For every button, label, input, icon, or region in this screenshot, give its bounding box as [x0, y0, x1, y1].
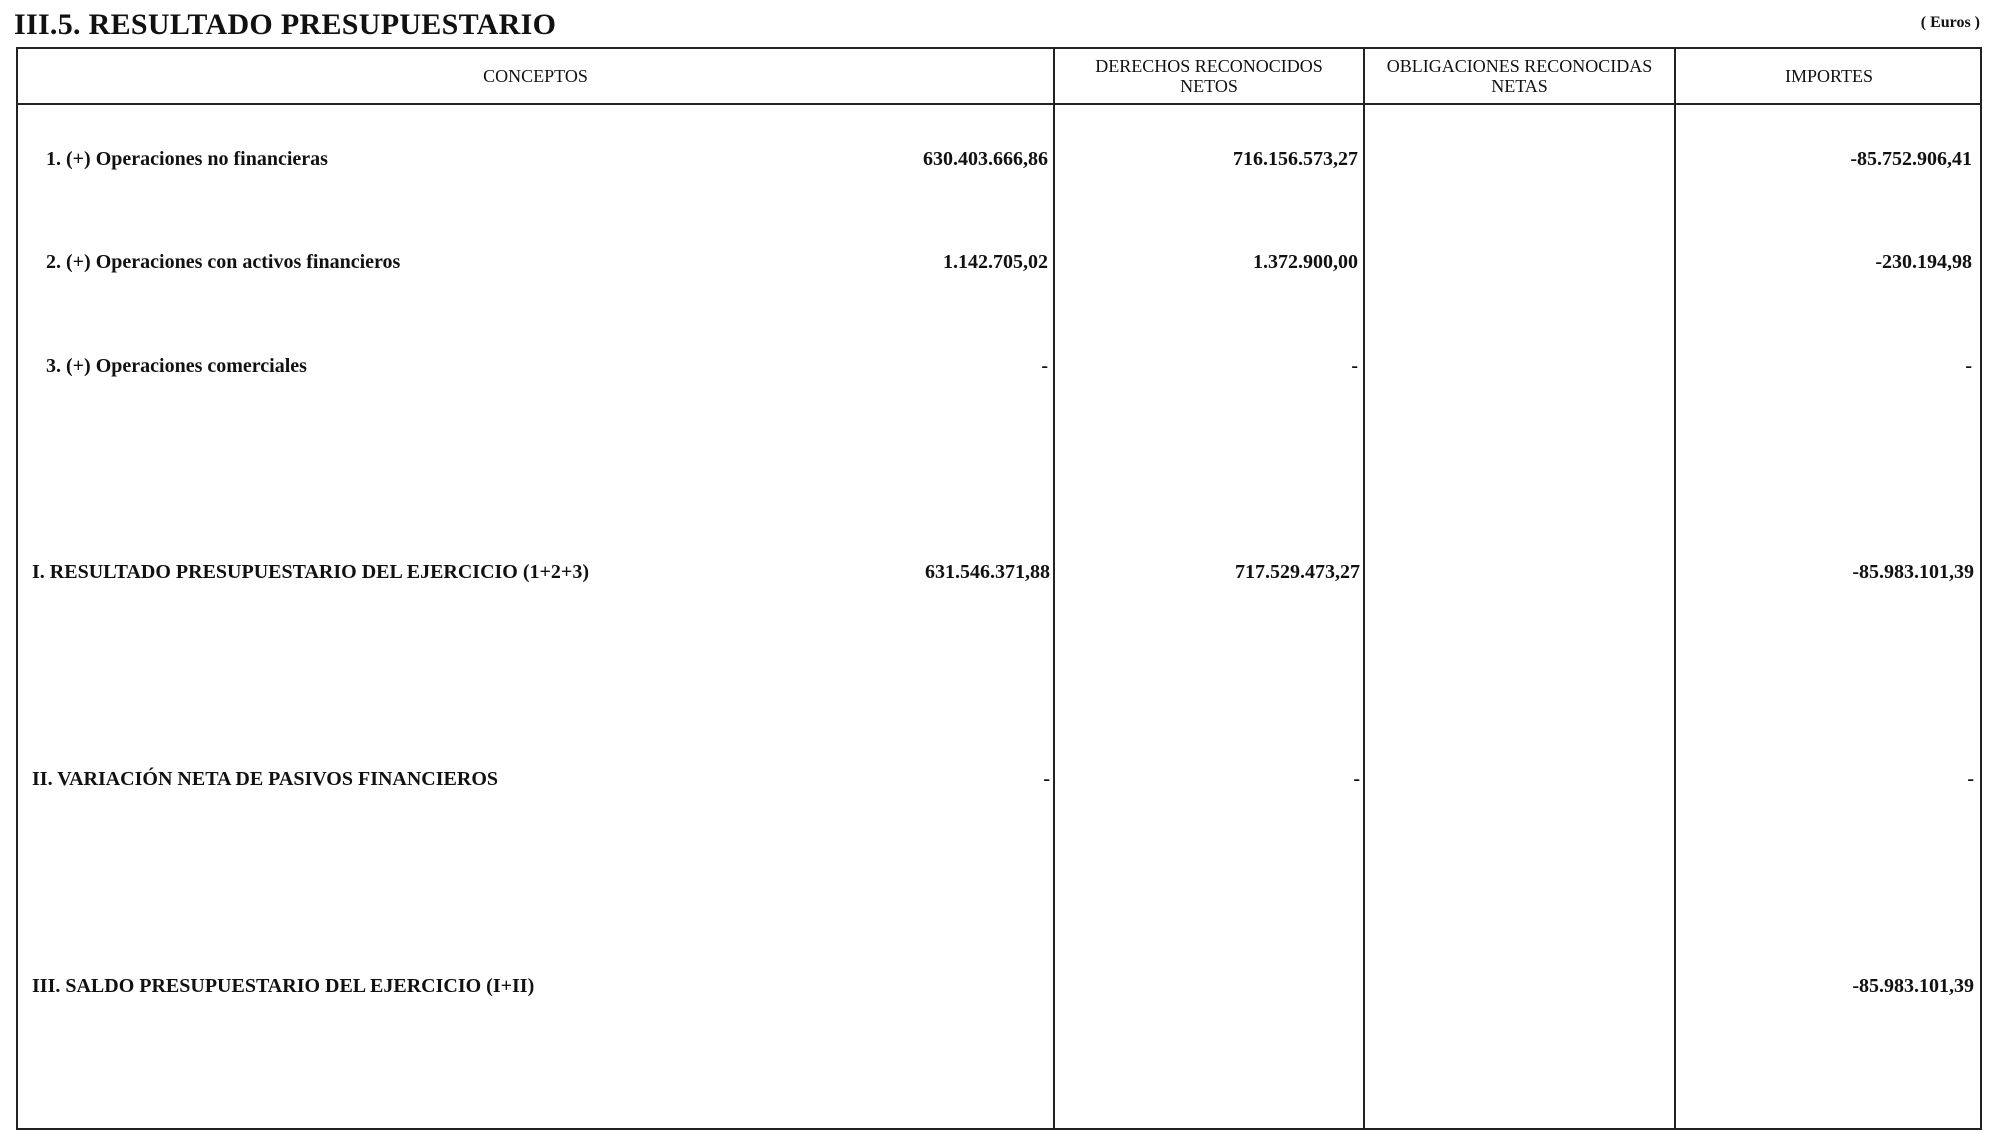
row-concepto: 2. (+) Operaciones con activos financieros: [46, 251, 401, 273]
row-obligaciones: 716.156.573,27: [1233, 148, 1358, 170]
table-row: [18, 351, 1980, 381]
table-row: [18, 764, 1980, 794]
table-header-row: [18, 49, 1980, 105]
column-divider: [1053, 49, 1055, 1128]
row-derechos: -: [1041, 355, 1048, 377]
header-conceptos: [18, 49, 1053, 103]
table-row: [18, 247, 1980, 277]
header-derechos-line1: DERECHOS RECONOCIDOS: [1095, 56, 1323, 76]
row-importe: -85.983.101,39: [1852, 975, 1974, 997]
row-concepto: III. SALDO PRESUPUESTARIO DEL EJERCICIO (I+II): [32, 975, 535, 997]
header-obligaciones-line2: NETAS: [1491, 76, 1548, 96]
row-importe: -230.194,98: [1875, 251, 1972, 273]
table-row: [18, 144, 1980, 174]
row-concepto: 1. (+) Operaciones no financieras: [46, 148, 328, 170]
currency-units-label: ( Euros ): [1920, 14, 1980, 31]
header-importes: [1676, 49, 1982, 103]
row-importe: -85.983.101,39: [1852, 561, 1974, 583]
row-derechos: 630.403.666,86: [923, 148, 1048, 170]
row-derechos: 1.142.705,02: [943, 251, 1048, 273]
header-importes-label: IMPORTES: [1785, 66, 1873, 86]
row-importe: -: [1965, 355, 1972, 377]
row-concepto: II. VARIACIÓN NETA DE PASIVOS FINANCIEROS: [32, 768, 498, 790]
header-obligaciones: [1365, 49, 1674, 103]
table-row: [18, 557, 1980, 587]
row-derechos: -: [1043, 768, 1050, 790]
budget-result-table: [16, 47, 1982, 1130]
row-obligaciones: -: [1351, 355, 1358, 377]
table-row: [18, 971, 1980, 1001]
row-concepto: 3. (+) Operaciones comerciales: [46, 355, 307, 377]
header-derechos-line2: NETOS: [1180, 76, 1238, 96]
row-concepto: I. RESULTADO PRESUPUESTARIO DEL EJERCICIO (1+2+3): [32, 561, 589, 583]
header-conceptos-label: CONCEPTOS: [483, 66, 588, 86]
row-derechos: 631.546.371,88: [925, 561, 1050, 583]
header-obligaciones-line1: OBLIGACIONES RECONOCIDAS: [1386, 56, 1653, 76]
column-divider: [1363, 49, 1365, 1128]
row-importe: -: [1967, 768, 1974, 790]
row-obligaciones: 1.372.900,00: [1253, 251, 1358, 273]
page-title: III.5. RESULTADO PRESUPUESTARIO: [14, 8, 557, 41]
row-obligaciones: 717.529.473,27: [1235, 561, 1360, 583]
row-importe: -85.752.906,41: [1850, 148, 1972, 170]
column-divider: [1674, 49, 1676, 1128]
header-derechos: [1055, 49, 1363, 103]
row-obligaciones: -: [1353, 768, 1360, 790]
